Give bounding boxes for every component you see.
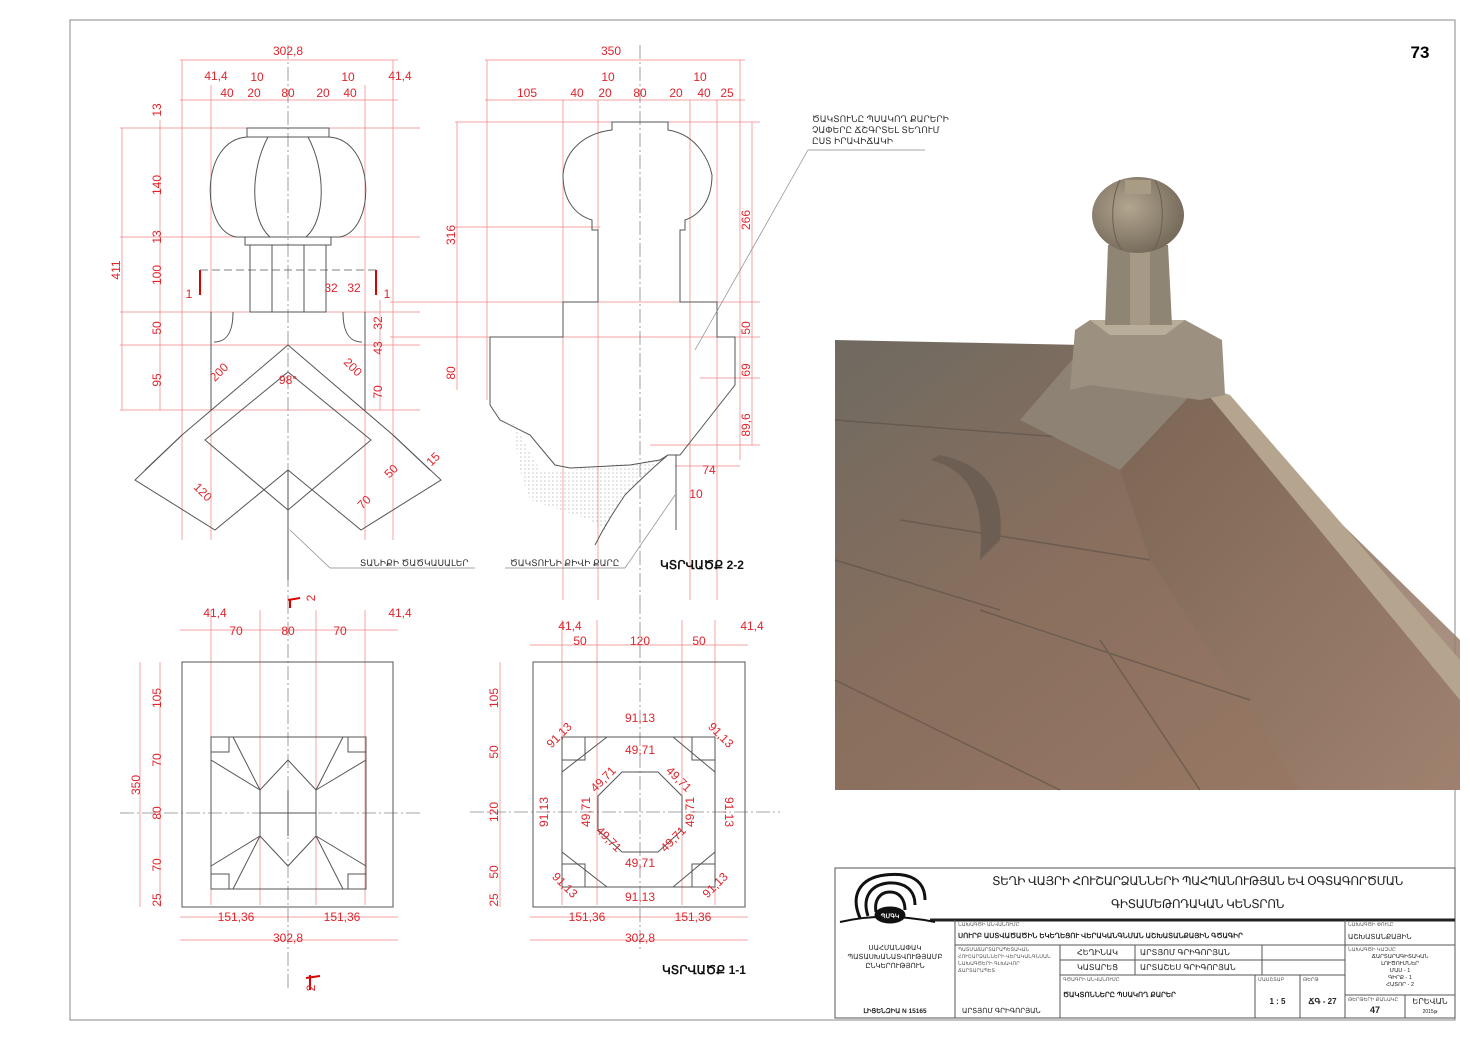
- dim-text: 41,4: [203, 606, 227, 620]
- city: ԵՐԵՎԱՆ: [1412, 997, 1448, 1006]
- dim-text: 105: [487, 687, 501, 709]
- dim-text: 80: [281, 624, 295, 638]
- dim-text: 50: [739, 321, 753, 335]
- dim-text: 350: [129, 774, 143, 796]
- dim-text: 151,36: [674, 910, 712, 924]
- dim-text: 91,13: [537, 796, 551, 828]
- dim-text: 74: [702, 463, 716, 477]
- cut-mark: 1: [185, 287, 193, 301]
- leader-label: ՏԱՆԻՔԻ ԾԱԾԿԱՍԱԼԵՐ: [360, 558, 469, 568]
- dim-text: 151,36: [323, 910, 361, 924]
- dim-text: 70: [371, 385, 385, 399]
- dim-text: 80: [150, 806, 164, 820]
- company-logo: [840, 874, 935, 922]
- dim-text: 20: [316, 86, 330, 100]
- section-2-2-drawing: [390, 44, 760, 600]
- dim-text: 302,8: [272, 44, 304, 58]
- dim-text: 40: [220, 86, 234, 100]
- dim-text: 140: [150, 174, 164, 196]
- dim-text: 50: [381, 461, 401, 481]
- dim-text: 120: [487, 801, 501, 823]
- dim-text: 80: [633, 86, 647, 100]
- sheet-value: ՃԳ - 27: [1308, 997, 1337, 1006]
- cut-mark: 1: [383, 287, 391, 301]
- dim-text: 49,71: [593, 823, 625, 855]
- dim-text: 41,4: [558, 619, 582, 633]
- dim-text: 10: [693, 70, 707, 84]
- dim-text: 91,13: [699, 869, 731, 901]
- cut-mark: 2: [304, 594, 318, 602]
- executor-label: ԿԱՏԱՐԵՑ: [1076, 963, 1119, 972]
- dim-text: 70: [150, 753, 164, 767]
- dim-text: 32: [371, 316, 385, 330]
- dim-text: 70: [354, 492, 374, 512]
- sheets-caption: ԹԵՐԹԵՐԻ ՔԱՆԱԿԸ: [1348, 997, 1399, 1003]
- dim-text: 25: [487, 893, 501, 907]
- dim-text: 40: [570, 86, 584, 100]
- dim-text: 80: [281, 86, 295, 100]
- project-caption: ՆԱԽԱԳԾԻ ԱՆՎԱՆՈՒՄԸ: [958, 922, 1020, 928]
- dim-text: 40: [343, 86, 357, 100]
- dim-text: 70: [150, 858, 164, 872]
- dim-text: 70: [333, 624, 347, 638]
- composition-caption: ՆԱԽԱԳԾԻ ԿԱԶՄԸ: [1348, 947, 1396, 953]
- dim-text: 13: [150, 103, 164, 117]
- dim-text: 41,4: [740, 619, 764, 633]
- dim-text: 100: [150, 264, 164, 286]
- finial-photo: [835, 177, 1460, 790]
- dim-text: 20: [598, 86, 612, 100]
- chief-caption-line: ՆԱԽԱԳԾԵՐԻ ԳԼԽԱՎՈՐ: [958, 961, 1020, 967]
- dim-text: 91,13: [722, 796, 736, 828]
- dim-text: 411: [109, 260, 123, 280]
- org-title-line: ԳԻՏԱՄԵԹՈԴԱԿԱՆ ԿԵՆՏՐՈՆ: [1111, 897, 1284, 911]
- dim-text: 20: [247, 86, 261, 100]
- year: 2015թ: [1422, 1009, 1438, 1015]
- sheet-caption: ԹԵՐԹ: [1303, 977, 1319, 983]
- dim-text: 50: [487, 865, 501, 879]
- dim-text: 50: [150, 321, 164, 335]
- company-line: ՍԱՀՄԱՆԱՓԱԿ: [868, 945, 922, 952]
- dim-text: 10: [250, 70, 264, 84]
- dim-text: 69: [739, 363, 753, 377]
- section-title: ԿՏՐՎԱԾՔ 1-1: [662, 963, 746, 977]
- dim-text: 49,71: [683, 796, 697, 828]
- dim-text: 13: [150, 230, 164, 244]
- dim-text: 98°: [278, 373, 298, 387]
- composition-line: ՃԱՐՏԱՐԱԳԻՏԱԿԱՆ: [1371, 954, 1429, 960]
- dim-text: 32: [324, 281, 338, 295]
- dim-text: 15: [423, 449, 443, 469]
- dim-text: 41,4: [388, 606, 412, 620]
- chief-caption-line: ՃԱՐՏԱՐԱՊԵՏ: [958, 968, 995, 974]
- dim-text: 316: [444, 224, 458, 246]
- dim-text: 105: [150, 687, 164, 709]
- composition-line: ԼՈՒԾՈՒՄՆԵՐ: [1381, 961, 1419, 967]
- dim-text: 91,13: [624, 711, 656, 725]
- dim-text: 151,36: [217, 910, 255, 924]
- dim-text: 80: [444, 366, 458, 380]
- note-line: ՉԱՓԵՐԸ ՃՇԳՐՏԵԼ ՏԵՂՈՒՄ: [812, 125, 940, 135]
- project-name: ՍՈՒՐԲ ԱՍՏՎԱԾԱԾԻՆ ԵԿԵՂԵՑՈՒ ՎԵՐԱԿԱՆԳՆՄԱՆ ԱՇԽԱՏԱՆՔԱՅԻՆ ԳԾԱԳԻՐ: [958, 933, 1243, 940]
- chief-caption-line: ՊԱՏՄԱՃԱՐՏԱՐԱՊԵՏԱԿԱՆ: [958, 947, 1030, 953]
- drawing-caption: ԳԾԱԳՐԻ ԱՆՎԱՆՈՒՄԸ: [1063, 977, 1120, 983]
- dim-text: 266: [739, 209, 753, 231]
- sheets-count: 47: [1369, 1005, 1380, 1015]
- dim-text: 49,71: [663, 763, 695, 795]
- plan-view: [120, 600, 420, 991]
- dim-text: 49,71: [587, 763, 619, 795]
- dim-text: 50: [573, 634, 587, 648]
- dim-text: 43: [371, 341, 385, 355]
- scale-value: 1 : 5: [1269, 997, 1286, 1006]
- chief-caption-line: ՀՈՒՇԱՐՁԱՆՆԵՐԻ ՎԵՐԱԿԱՆԳՆՄԱՆ: [958, 954, 1051, 960]
- dim-text: 200: [340, 355, 365, 380]
- composition-line: ՀԱՏՈՐ - 2: [1386, 982, 1414, 988]
- dim-text: 49,71: [657, 823, 689, 855]
- chief-name: ԱՐՏՅՈՄ ԳՐԻԳՈՐՅԱՆ: [962, 1008, 1041, 1015]
- dim-text: 89,6: [739, 413, 753, 437]
- company-line: ԸՆԿԵՐՈՒԹՅՈՒՆ: [865, 963, 925, 970]
- dim-text: 41,4: [388, 69, 412, 83]
- company-line: ՊԱՏԱՍԽԱՆԱՏՎՈՒԹՅԱՄԲ: [847, 954, 943, 961]
- dim-text: 25: [720, 86, 734, 100]
- section-1-1-drawing: [470, 600, 780, 977]
- dim-text: 40: [697, 86, 711, 100]
- dim-text: 302,8: [272, 931, 304, 945]
- dim-text: 32: [347, 281, 361, 295]
- drawing-name: ԾԱԿՏՈՆՆԵՐԸ ՊՍԱԿՈՂ ՔԱՐԵՐ: [1063, 992, 1176, 999]
- logo-text: ՊՄԳԿ: [880, 914, 900, 920]
- dim-text: 120: [629, 634, 651, 648]
- note-callout: [695, 114, 949, 350]
- org-title-line: ՏԵՂԻ ՎԱՅՐԻ ՀՈՒՇԱՐՁԱՆՆԵՐԻ ՊԱՀՊԱՆՈՒԹՅԱՆ ԵՎ ՕԳՏԱԳՈՐԾՄԱՆ: [992, 874, 1403, 888]
- author-name: ԱՐՏՅՈՄ ԳՐԻԳՈՐՅԱՆ: [1140, 948, 1230, 957]
- dim-text: 50: [692, 634, 706, 648]
- section-title: ԿՏՐՎԱԾՔ 2-2: [660, 558, 744, 572]
- composition-line: ՄԱՍ - 1: [1389, 968, 1411, 974]
- dim-text: 49,71: [579, 796, 593, 828]
- author-label: ՀԵՂԻՆԱԿ: [1077, 948, 1118, 957]
- dim-text: 10: [341, 70, 355, 84]
- cut-mark: 2: [304, 984, 318, 992]
- dim-text: 20: [669, 86, 683, 100]
- dim-text: 25: [150, 893, 164, 907]
- dim-text: 302,8: [624, 931, 656, 945]
- dim-text: 10: [689, 487, 703, 501]
- dim-text: 49,71: [624, 743, 656, 757]
- dim-text: 200: [207, 360, 232, 385]
- page-number: 73: [1410, 43, 1430, 62]
- dim-text: 50: [487, 745, 501, 759]
- composition-line: ԳԻՐՔ - 1: [1388, 975, 1412, 981]
- dim-text: 91,13: [549, 869, 581, 901]
- note-line: ԸՍՏ ԻՐԱՎԻՃԱԿԻ: [812, 136, 893, 146]
- executor-name: ԱՐՏԱՇԵՍ ԳՐԻԳՈՐՅԱՆ: [1140, 963, 1236, 972]
- dim-text: 70: [229, 624, 243, 638]
- dim-text: 151,36: [568, 910, 606, 924]
- dim-text: 350: [600, 44, 622, 58]
- stage-value: ԱՇԽԱՏԱՆՔԱՅԻՆ: [1348, 934, 1412, 941]
- dim-text: 91,13: [624, 890, 656, 904]
- dim-text: 49,71: [624, 856, 656, 870]
- dim-text: 120: [190, 480, 215, 505]
- note-line: ԾԱԿՏՈՒՆԸ ՊՍԱԿՈՂ ՔԱՐԵՐԻ: [812, 114, 949, 124]
- scale-caption: ՄԱՍՇՏԱԲ: [1258, 977, 1285, 983]
- dim-text: 95: [150, 373, 164, 387]
- dim-text: 10: [601, 70, 615, 84]
- elevation-drawing: [109, 44, 475, 608]
- dim-text: 91,13: [705, 719, 737, 751]
- dim-text: 41,4: [204, 69, 228, 83]
- dim-text: 91,13: [543, 719, 575, 751]
- license-number: ԼԻՑԵՆԶԻԱ N 15165: [863, 1008, 927, 1015]
- leader-label: ԾԱԿՏՈՒՆԻ ՔԻՎԻ ՔԱՐԸ: [510, 558, 620, 568]
- dim-text: 105: [516, 86, 538, 100]
- stage-caption: ՆԱԽԱԳԾԻ ՓՈՒԼԸ: [1348, 922, 1394, 928]
